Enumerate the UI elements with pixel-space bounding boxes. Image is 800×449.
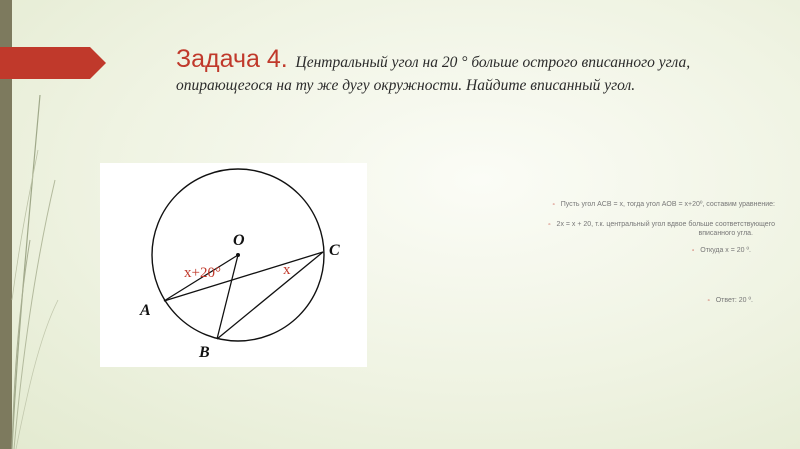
square-bullet-icon: ▫ bbox=[707, 298, 710, 304]
solution-answer: ▫ Ответ: 20 º. bbox=[707, 297, 753, 304]
label-a: A bbox=[140, 302, 151, 319]
label-inscribed-angle: x bbox=[283, 262, 291, 278]
square-bullet-icon: ▫ bbox=[548, 222, 551, 228]
center-point bbox=[236, 253, 240, 257]
segment-cb bbox=[217, 252, 323, 339]
problem-title: Задача 4. bbox=[176, 45, 288, 73]
solution-line-3: ▫ Откуда x = 20 º. bbox=[692, 247, 751, 254]
label-c: C bbox=[329, 242, 340, 259]
label-central-angle: x+20° bbox=[184, 265, 221, 281]
solution-line-2: ▫ 2x = x + 20, т.к. центральный угол вдвое больше соответствующего bbox=[548, 221, 775, 228]
solution-line-1: ▫ Пусть угол ACB = x, тогда угол AOB = x+20º, составим уравнение: bbox=[552, 201, 775, 208]
label-o: O bbox=[233, 232, 245, 249]
square-bullet-icon: ▫ bbox=[692, 248, 695, 254]
geometry-figure bbox=[100, 163, 367, 367]
solution-line-2-cont: вписанного угла. bbox=[698, 230, 753, 237]
title-arrow-shape bbox=[0, 47, 106, 79]
label-b: B bbox=[199, 344, 210, 361]
problem-text: Центральный угол на 20 ° больше острого вписанного угла, опирающегося на ту же дугу окружности. Найдите вписанный угол. bbox=[176, 54, 691, 94]
problem-statement bbox=[176, 45, 756, 97]
square-bullet-icon: ▫ bbox=[552, 202, 555, 208]
